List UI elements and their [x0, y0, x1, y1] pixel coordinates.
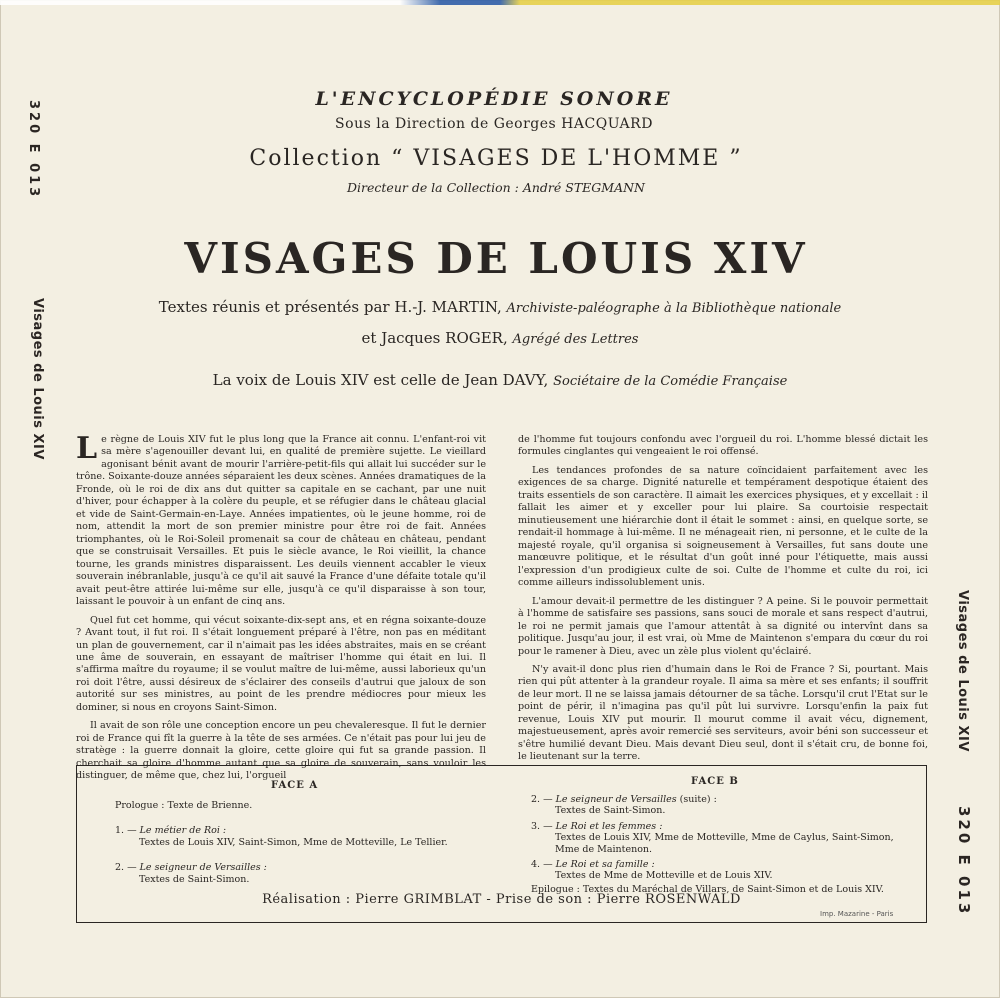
track-texts: Textes de Saint-Simon.	[555, 805, 666, 817]
series-name: L'ENCYCLOPÉDIE SONORE	[315, 88, 673, 110]
track-number: 1. —	[115, 825, 137, 837]
face-a-title: FACE A	[271, 780, 319, 791]
production-credits: Réalisation : Pierre GRIMBLAT - Prise de son : Pierre ROSENWALD	[262, 892, 741, 907]
track-title: Le métier de Roi :	[139, 825, 227, 837]
face-a-track-1	[115, 825, 448, 836]
track-texts: Textes de Saint-Simon.	[139, 873, 250, 885]
face-b-title: FACE B	[691, 776, 739, 787]
face-b-epilogue: Epilogue : Textes du Maréchal de Villars, de Saint-Simon et de Louis XIV.	[531, 883, 884, 895]
spine-title-right: Visages de Louis XIV	[955, 590, 970, 752]
credit-line-3	[0, 371, 1000, 389]
paragraph: Quel fut cet homme, qui vécut soixante-dix-sept ans, et en régna soixante-douze ? Avant tout, il fut roi. Il s'était longuement préparé à l'être, non pas en méditant un plan de gouvernement, car il n'aimait pas les idées abstraites, mais en se créant une âme de souverain, en essayant de maîtriser l'homme qui était en lui. Il s'affirma maître du royaume; il se voulut maître de lui-même, aussi laborieux qu'un roi doit l'être, aussi désireux de s'éclairer des conseils d'autrui que jaloux de son autorité sur ses ministres, au point de les prendre médiocres pour mieux les dominer, si nous en croyons Saint-Simon.	[76, 614, 486, 713]
track-texts: Textes de Mme de Motteville et de Louis XIV.	[555, 870, 773, 882]
paragraph: Les tendances profondes de sa nature coïncidaient parfaitement avec les exigences de sa charge. Dignité naturelle et tempérament despotique étaient des traits essentiels de son caractère. Il aimait les exercices physiques, et y excellait : il fallait les aimer et y exceller pour lui plaire. Sa courtoisie respectait minutieusement une hiérarchie dont il était le sommet : ainsi, en quelque sorte, se rendait-il hommage à lui-même. Il ne ménageait rien, ni personne, et le culte de la majesté royale, qu'il organisa si soigneusement à Versailles, fut sans doute une manœuvre politique, et le résultat d'un goût inné pour l'étiquette, mais aussi l'expression d'un prodigieux culte de soi. Culte de l'homme et culte du roi, ici comme ailleurs indissolublement unis.	[518, 464, 928, 589]
spine-title-left: Visages de Louis XIV	[30, 298, 45, 460]
face-b-track-2	[531, 794, 894, 805]
spine-catalog-left: 320 E 013	[26, 100, 41, 200]
liner-column-right	[518, 434, 928, 770]
track-number: 2. —	[115, 862, 137, 874]
track-listing-box	[76, 765, 927, 923]
track-texts: Mme de Maintenon.	[555, 843, 653, 855]
track-number: 2. —	[531, 794, 553, 805]
paragraph: N'y avait-il donc plus rien d'humain dans le Roi de France ? Si, pourtant. Mais rien qui pût attenter à la grandeur royale. Il aima sa mère et ses enfants; il souffrit de leur mort. Il ne se laissa jamais détourner de sa tâche. Lorsqu'il crut l'Etat sur le point de périr, il n'imagina pas qu'il pût lui survivre. Lorsqu'enfin la paix fut revenue, Louis XIV put mourir. Il mourut comme il avait vécu, dignement, majestueusement, après avoir remercié ses serviteurs, avoir béni son successeur et s'être humilié devant Dieu. Mais devant Dieu seul, dont il s'était cru, de bonne foi, le lieutenant sur la terre.	[518, 663, 928, 763]
series-direction: Sous la Direction de Georges HACQUARD	[335, 116, 653, 132]
spine-catalog-right: 320 E 013	[955, 806, 973, 917]
credit-2-main: et Jacques ROGER,	[361, 329, 508, 347]
credit-line-1	[0, 298, 1000, 316]
track-texts: Textes de Louis XIV, Mme de Motteville, Mme de Caylus, Saint-Simon,	[555, 832, 894, 844]
track-number: 3. —	[531, 820, 553, 832]
track-number: 4. —	[531, 858, 553, 870]
track-title: Le seigneur de Versailles :	[139, 862, 267, 874]
face-a-track-2	[115, 862, 448, 873]
track-texts: Textes de Louis XIV, Saint-Simon, Mme de Motteville, Le Tellier.	[139, 836, 448, 848]
face-a-list	[115, 800, 448, 885]
credit-3-main: La voix de Louis XIV est celle de Jean DAVY,	[212, 371, 549, 389]
track-title: Le Roi et sa famille :	[555, 858, 655, 870]
drop-cap: L	[76, 431, 98, 466]
track-suite: (suite) :	[679, 794, 717, 805]
printer-credit: Imp. Mazarine - Paris	[820, 910, 894, 918]
paragraph: L'amour devait-il permettre de les distinguer ? A peine. Si le pouvoir permettait à l'homme de satisfaire ses passions, sans souci de morale et sans respect d'autrui, le roi ne permit jamais que l'amour attentât à sa dignité ou intervînt dans sa politique. Jusqu'au jour, il est vrai, où Mme de Maintenon s'empara du cœur du roi pour le ramener à Dieu, avec un zèle plus violent qu'éclairé.	[518, 595, 928, 657]
credit-1-main: Textes réunis et présentés par H.-J. MARTIN,	[158, 298, 502, 316]
face-b-list	[531, 794, 894, 895]
face-b-track-4	[531, 859, 894, 870]
credit-line-2	[0, 329, 1000, 347]
credit-1-role: Archiviste-paléographe à la Bibliothèque nationale	[506, 301, 842, 316]
album-title: VISAGES DE LOUIS XIV	[184, 234, 808, 283]
collection-name: Collection “ VISAGES DE L'HOMME ”	[249, 146, 743, 171]
liner-column-left	[76, 431, 487, 789]
face-a-prologue: Prologue : Texte de Brienne.	[115, 800, 253, 811]
paragraph-text: e règne de Louis XIV fut le plus long que la France ait connu. L'enfant-roi vit sa mère s'agenouiller devant lui, en qualité de première sujette. Le vieillard agonisant bénit avant de mourir l'arrière-petit-fils qui allait lui succéder sur le trône. Soixante-douze années séparaient les deux scènes. Années dramatiques de la Fronde, où le roi de dix ans dut quitter sa capitale en se cachant, par une nuit d'hiver, pour échapper à la colère du peuple, et se réfugier dans le château glacial et vide de Saint-Germain-en-Laye. Années impatientes, où le jeune homme, roi de nom, attendit la mort de son premier ministre pour être roi de fait. Années triomphantes, où le Roi-Soleil promenait sa cour de château en château, pendant que se construisait Versailles. Et puis le siècle avance, le Roi vieillit, la chance tourne, les grands ministres disparaissent. Les deuils viennent accabler le vieux souverain inébranlable, jusqu'à ce qu'il ait sauvé la France d'une défaite totale qu'il avait peut-être attirée lui-même sur elle, jusqu'à ce qu'il disparaisse à son tour, laissant le pouvoir à un enfant de cinq ans.	[76, 434, 487, 608]
paragraph: de l'homme fut toujours confondu avec l'orgueil du roi. L'homme blessé dictait les formules cinglantes qui vengeaient le roi offensé.	[518, 434, 928, 458]
face-b-track-3	[531, 821, 894, 832]
top-color-strip	[0, 0, 1000, 5]
credit-3-role: Sociétaire de la Comédie Française	[553, 374, 788, 389]
paragraph: Il avait de son rôle une conception encore un peu chevaleresque. Il fut le dernier roi de France qui fît la guerre à la tête de ses armées. Ce n'était pas pour lui jeu de stratège : la guerre donnait la gloire, cette gloire qui fut sa grande passion. Il cherchait sa gloire d'homme autant que sa gloire de souverain, sans vouloir les distinguer, de même que, chez lui, l'orgueil	[76, 720, 486, 782]
credit-2-role: Agrégé des Lettres	[512, 332, 639, 347]
track-title: Le Roi et les femmes :	[555, 820, 663, 832]
paragraph	[76, 431, 487, 609]
track-title: Le seigneur de Versailles	[555, 794, 677, 805]
collection-director: Directeur de la Collection : André STEGMANN	[347, 180, 645, 195]
